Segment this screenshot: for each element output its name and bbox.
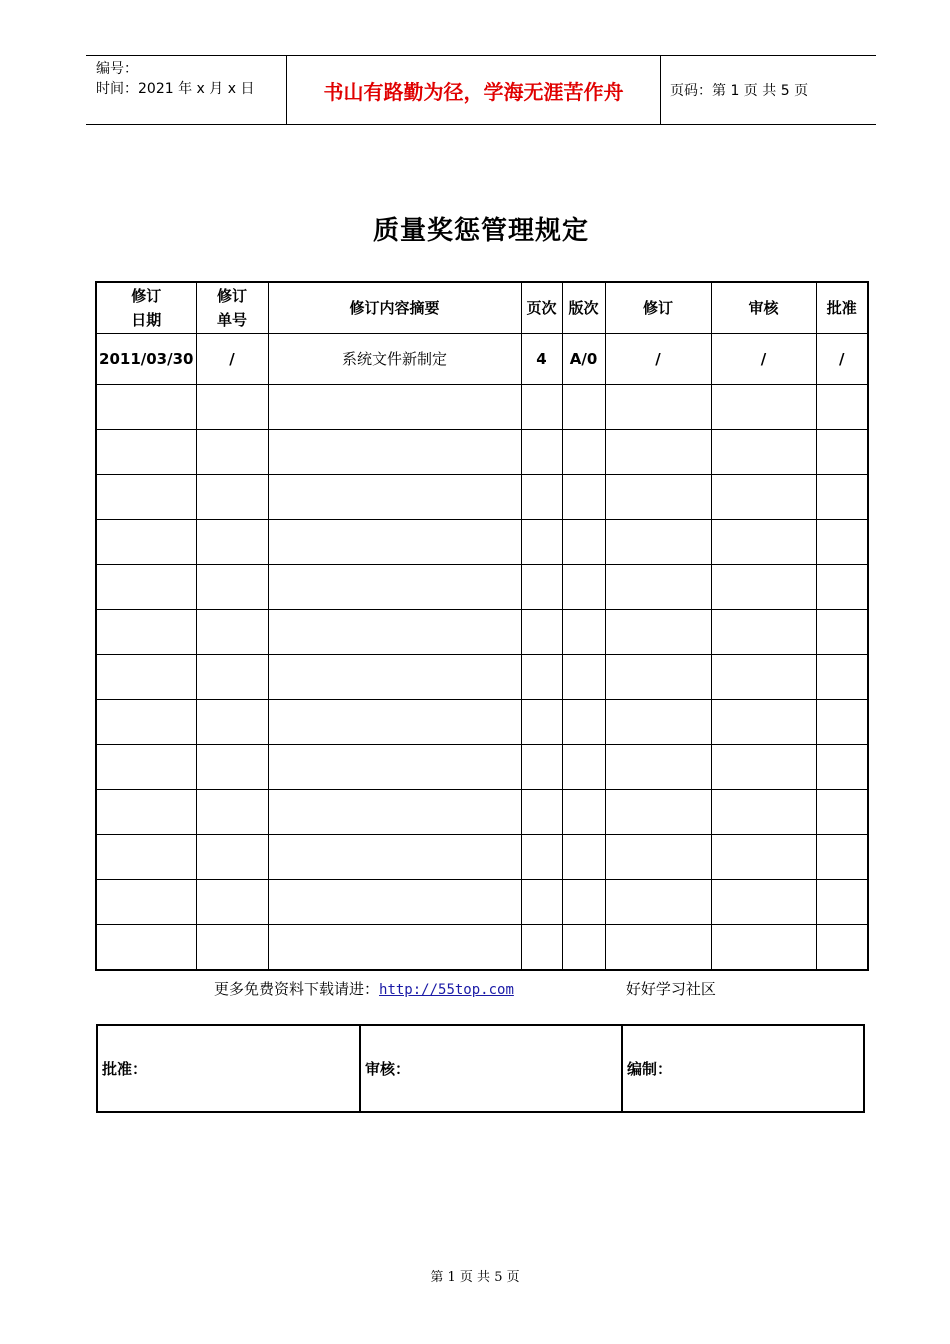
document-title: 质量奖惩管理规定 [372,216,589,246]
cell-revision-order-no: / [196,334,268,385]
approval-table [96,1024,865,1113]
cell-pages: 4 [521,334,562,385]
prepare-field: 编制： [622,1025,864,1112]
table-row-empty [96,565,868,610]
table-row-empty [96,520,868,565]
table-row-empty [96,610,868,655]
table-row-empty [96,835,868,880]
table-row-empty [96,385,868,430]
cell-reviewed-by: / [711,334,816,385]
header-pages: 页次 [521,282,562,334]
header-revision-summary: 修订内容摘要 [268,282,521,334]
table-row-empty [96,430,868,475]
revision-table [95,281,869,971]
cell-version: A/0 [562,334,605,385]
header-revision-order-no: 修订 单号 [196,282,268,334]
header-meta [96,59,254,99]
download-link[interactable]: http://55top.com [379,982,514,998]
cell-revision-summary: 系统文件新制定 [268,334,521,385]
table-row-empty [96,880,868,925]
table-row-empty [96,655,868,700]
header-page-info: 页码：第 1 页 共 5 页 [670,83,809,99]
approve-field: 批准： [97,1025,360,1112]
community-name: 好好学习社区 [625,980,716,998]
page-footer: 第 1 页 共 5 页 [430,1270,520,1285]
cell-revised-by: / [605,334,711,385]
header-motto: 书山有路勤为径，学海无涯苦作舟 [323,79,624,104]
header-revised-by: 修订 [605,282,711,334]
table-row [96,334,868,385]
header-version: 版次 [562,282,605,334]
table-row-empty [96,475,868,520]
revision-table-header [96,282,868,334]
page-header [86,55,876,125]
header-approved-by: 批准 [816,282,868,334]
header-revision-date: 修订 日期 [96,282,196,334]
download-note [214,978,716,999]
table-row-empty [96,790,868,835]
table-row-empty [96,700,868,745]
document-time: 时间：2021 年 x 月 x 日 [96,81,255,97]
review-field: 审核： [360,1025,622,1112]
table-row-empty [96,745,868,790]
cell-approved-by: / [816,334,868,385]
header-reviewed-by: 审核 [711,282,816,334]
header-divider [660,56,661,124]
table-row-empty [96,925,868,971]
document-number-label: 编号： [96,61,138,77]
download-note-text: 更多免费资料下载请进： [214,980,380,998]
cell-revision-date: 2011/03/30 [96,334,196,385]
